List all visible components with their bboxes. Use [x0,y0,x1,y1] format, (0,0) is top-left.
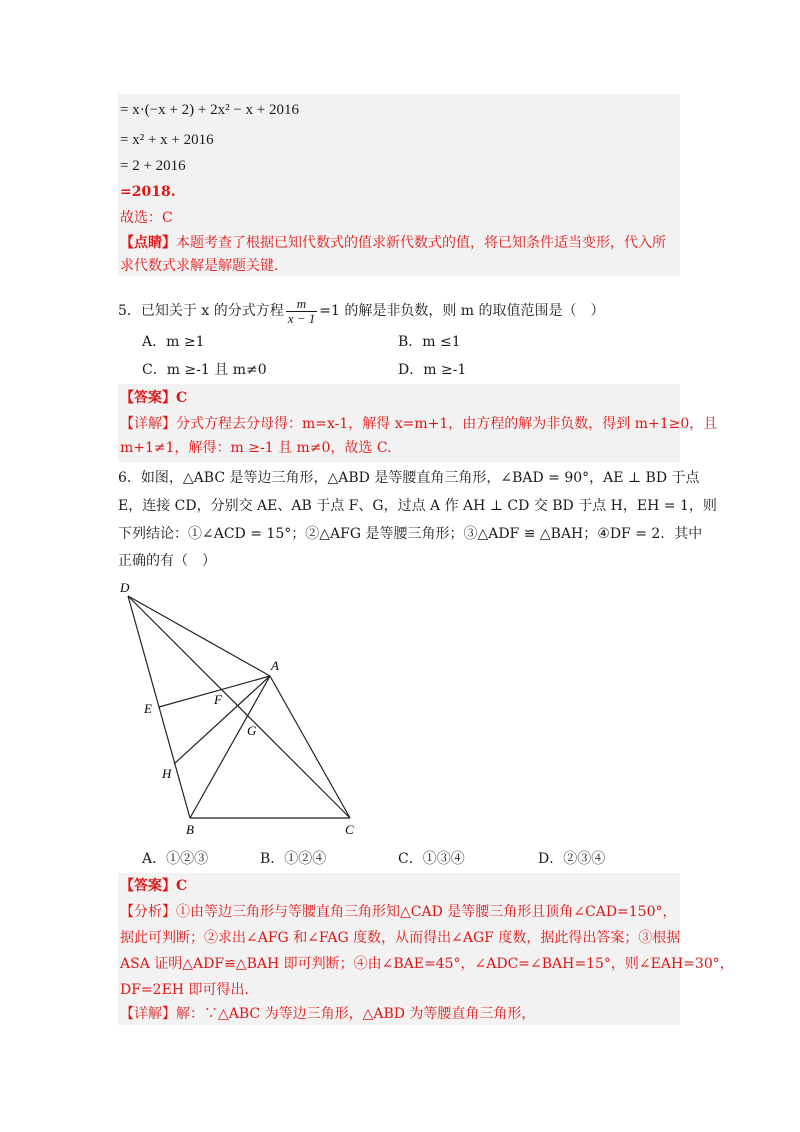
segment-DA [128,596,270,676]
geometry-figure [110,578,370,840]
prev-comment-line-1 [120,233,666,253]
q5-stem [118,294,605,328]
prev-line-1: = x·(−x + 2) + 2x² − x + 2016 [120,102,299,118]
q5-option-a: A．m ≥1 [142,334,205,350]
q5-fraction [286,297,318,326]
q5-frac-numerator: m [286,297,318,312]
q6-stem-line-4: 正确的有（ ） [118,553,216,569]
prev-comment-line-2: 求代数式求解是解题关键. [120,258,279,274]
q5-frac-denominator: x − 1 [287,310,316,326]
label-F: F [214,692,222,707]
q5-option-d: D．m ≥-1 [398,362,467,378]
q5-option-b: B．m ≤1 [398,334,461,350]
prev-choice: 故选：C [120,210,173,226]
q5-stem-after: =1 的解是非负数，则 m 的取值范围是（ ） [319,303,605,319]
q6-option-b: B．①②④ [260,851,327,867]
comment-text-1: 本题考查了根据已知代数式的值求新代数式的值，将已知条件适当变形，代入所 [176,235,666,251]
segment-DC [128,596,350,818]
label-G: G [247,723,257,738]
label-H: H [162,766,172,781]
prev-result: =2018. [120,184,176,200]
q5-detail-line-2: m+1≠1，解得：m ≥-1 且 m≠0，故选 C. [120,440,392,456]
q6-answer: 【答案】C [120,878,188,894]
segment-AC [270,676,350,818]
q6-stem-line-1: 6．如图，△ABC 是等边三角形，△ABD 是等腰直角三角形，∠BAD = 90°，AE ⊥ BD 于点 [118,470,700,486]
label-C: C [345,822,354,837]
label-E: E [144,701,152,716]
q6-option-a: A．①②③ [142,851,209,867]
label-B: B [186,822,194,837]
q6-option-c: C．①③④ [398,851,465,867]
q5-detail-line-1: 【详解】分式方程去分母得：m=x-1，解得 x=m+1，由方程的解为非负数，得到 m+1≥0，且 [120,416,718,432]
q6-answer-shade [118,873,680,1025]
q6-analysis-line-4: DF=2EH 即可得出. [120,982,249,998]
prev-line-2: = x² + x + 2016 [120,132,214,148]
q6-option-d: D．②③④ [538,851,606,867]
q6-detail-line-1: 【详解】解：∵△ABC 为等边三角形，△ABD 为等腰直角三角形， [120,1006,536,1022]
q5-option-c: C．m ≥-1 且 m≠0 [142,362,267,378]
q6-analysis-line-2: 据此可判断；②求出∠AFG 和∠FAG 度数，从而得出∠AGF 度数，据此得出答案；③根据 [120,930,681,946]
label-D: D [120,580,130,595]
comment-label: 【点睛】 [120,235,176,251]
prev-line-3: = 2 + 2016 [120,158,186,174]
label-A: A [271,658,279,673]
q6-stem-line-2: E，连接 CD，分别交 AE、AB 于点 F、G，过点 A 作 AH ⊥ CD 交 BD 于点 H，EH = 1，则 [118,498,717,514]
q6-analysis-line-1: 【分析】①由等边三角形与等腰直角三角形知△CAD 是等腰三角形且顶角∠CAD=150°， [120,904,677,920]
q5-stem-before: 5．已知关于 x 的分式方程 [118,303,284,319]
q5-answer: 【答案】C [120,390,188,406]
q6-analysis-line-3: ASA 证明△ADF≌△BAH 即可判断；④由∠BAE=45°，∠ADC=∠BAH=15°，则∠EAH=30°， [120,956,734,972]
q6-stem-line-3: 下列结论：①∠ACD = 15°；②△AFG 是等腰三角形；③△ADF ≌ △BAH；④DF = 2．其中 [118,526,703,542]
figure-lines [128,596,350,818]
